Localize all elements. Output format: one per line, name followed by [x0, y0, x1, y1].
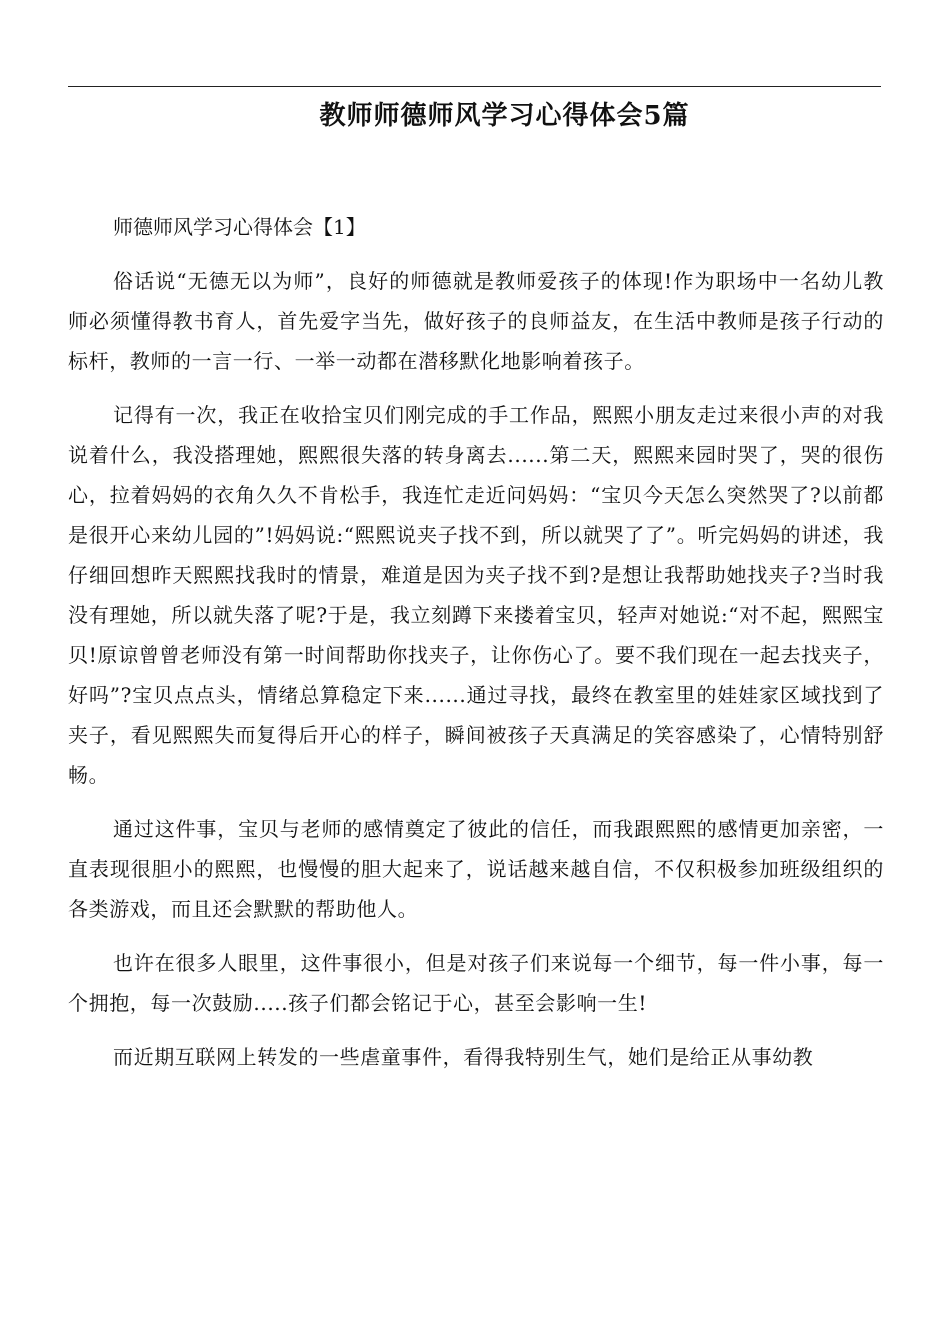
document-title: 教师师德师风学习心得体会5篇: [319, 101, 690, 131]
document-body: [68, 207, 884, 1091]
paragraph: 通过这件事，宝贝与老师的感情奠定了彼此的信任，而我跟熙熙的感情更加亲密，一直表现很胆小的熙熙，也慢慢的胆大起来了，说话越来越自信，不仅积极参加班级组织的各类游戏，而且还会默默的帮助他人。: [68, 817, 884, 921]
paragraph: 而近期互联网上转发的一些虐童事件，看得我特别生气，她们是给正从事幼教: [113, 1045, 814, 1069]
section-heading: 师德师风学习心得体会【1】: [113, 215, 366, 239]
paragraph: 也许在很多人眼里，这件事很小，但是对孩子们来说每一个细节，每一件小事，每一个拥抱，每一次鼓励.....孩子们都会铭记于心，甚至会影响一生!: [68, 951, 884, 1015]
paragraph: 俗话说“无德无以为师”，良好的师德就是教师爱孩子的体现!作为职场中一名幼儿教师必须懂得教书育人，首先爱字当先，做好孩子的良师益友，在生活中教师是孩子行动的标杆，教师的一言一行、一举一动都在潜移默化地影响着孩子。: [68, 269, 884, 373]
paragraph: 记得有一次，我正在收拾宝贝们刚完成的手工作品，熙熙小朋友走过来很小声的对我说着什么，我没搭理她，熙熙很失落的转身离去......第二天，熙熙来园时哭了，哭的很伤心，拉着妈妈的衣角久久不肯松手，我连忙走近问妈妈：“宝贝今天怎么突然哭了?以前都是很开心来幼儿园的”!妈妈说:“熙熙说夹子找不到，所以就哭了了”。听完妈妈的讲述，我仔细回想昨天熙熙找我时的情景，难道是因为夹子找不到?是想让我帮助她找夹子?当时我没有理她，所以就失落了呢?于是，我立刻蹲下来搂着宝贝，轻声对她说:“对不起，熙熙宝贝!原谅曾曾老师没有第一时间帮助你找夹子，让你伤心了。要不我们现在一起去找夹子，好吗”?宝贝点点头，情绪总算稳定下来......通过寻找，最终在教室里的娃娃家区域找到了夹子，看见熙熙失而复得后开心的样子，瞬间被孩子天真满足的笑容感染了，心情特别舒畅。: [68, 403, 884, 787]
header-rule: [68, 86, 881, 87]
